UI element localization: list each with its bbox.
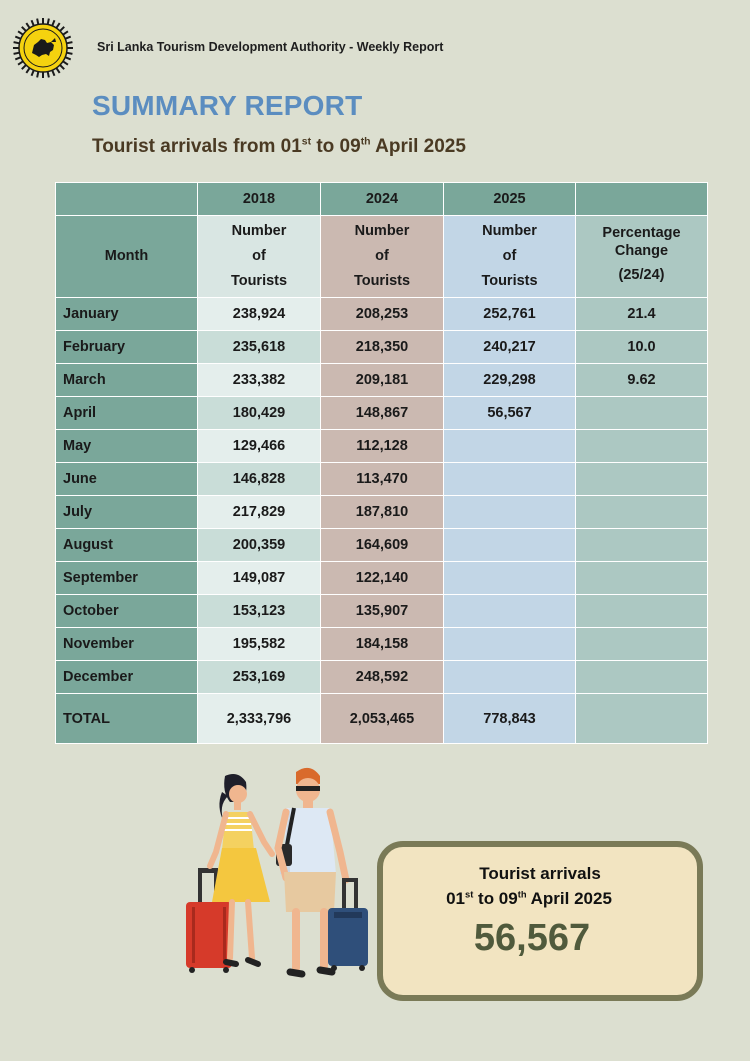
value-2018-cell: 217,829 [198, 496, 321, 529]
summary-box-value: 56,567 [473, 917, 591, 959]
value-2018-cell: 180,429 [198, 397, 321, 430]
value-2024-cell: 164,609 [321, 529, 444, 562]
value-2024-cell: 184,158 [321, 628, 444, 661]
total-label: TOTAL [56, 694, 198, 744]
month-header: Month [56, 216, 198, 298]
year-header-row [56, 183, 708, 216]
total-2025: 778,843 [444, 694, 576, 744]
tourists-header-2025: Number of Tourists [444, 216, 576, 298]
table-row [56, 529, 708, 562]
pct-change-cell [576, 595, 708, 628]
table-row [56, 496, 708, 529]
year-header-2018: 2018 [198, 183, 321, 216]
value-2025-cell [444, 496, 576, 529]
value-2018-cell: 153,123 [198, 595, 321, 628]
tourist-arrivals-table [55, 182, 708, 744]
year-header-blank [56, 183, 198, 216]
column-header-row [56, 216, 708, 298]
value-2018-cell: 238,924 [198, 298, 321, 331]
month-cell: May [56, 430, 198, 463]
total-row [56, 694, 708, 744]
value-2025-cell: 240,217 [444, 331, 576, 364]
value-2025-cell: 56,567 [444, 397, 576, 430]
value-2024-cell: 135,907 [321, 595, 444, 628]
value-2024-cell: 112,128 [321, 430, 444, 463]
tourist-couple-with-luggage-icon [178, 762, 378, 984]
pct-change-cell [576, 430, 708, 463]
value-2018-cell: 195,582 [198, 628, 321, 661]
value-2018-cell: 233,382 [198, 364, 321, 397]
month-cell: April [56, 397, 198, 430]
month-cell: September [56, 562, 198, 595]
summary-box-period: 01st to 09th April 2025 [446, 889, 612, 908]
value-2025-cell [444, 628, 576, 661]
value-2018-cell: 129,466 [198, 430, 321, 463]
table-row [56, 562, 708, 595]
pct-change-cell [576, 529, 708, 562]
report-subtitle: Tourist arrivals from 01st to 09th April 2025 [92, 136, 466, 157]
sri-lanka-lion-emblem-icon [12, 17, 74, 79]
month-cell: February [56, 331, 198, 364]
table-row [56, 331, 708, 364]
month-cell: June [56, 463, 198, 496]
value-2025-cell [444, 661, 576, 694]
pct-change-cell [576, 562, 708, 595]
value-2025-cell: 252,761 [444, 298, 576, 331]
value-2018-cell: 235,618 [198, 331, 321, 364]
pct-change-cell [576, 397, 708, 430]
value-2025-cell [444, 529, 576, 562]
value-2018-cell: 149,087 [198, 562, 321, 595]
month-cell: October [56, 595, 198, 628]
table-row [56, 628, 708, 661]
pct-change-cell [576, 496, 708, 529]
month-cell: March [56, 364, 198, 397]
value-2024-cell: 122,140 [321, 562, 444, 595]
month-cell: January [56, 298, 198, 331]
value-2024-cell: 248,592 [321, 661, 444, 694]
value-2018-cell: 200,359 [198, 529, 321, 562]
summary-box-title: Tourist arrivals [479, 864, 601, 883]
month-cell: December [56, 661, 198, 694]
table-row [56, 397, 708, 430]
table-row [56, 595, 708, 628]
total-2018: 2,333,796 [198, 694, 321, 744]
table-row [56, 430, 708, 463]
table-row [56, 298, 708, 331]
value-2024-cell: 113,470 [321, 463, 444, 496]
tourists-header-2024: Number of Tourists [321, 216, 444, 298]
table-row [56, 463, 708, 496]
value-2024-cell: 148,867 [321, 397, 444, 430]
value-2025-cell [444, 595, 576, 628]
month-cell: August [56, 529, 198, 562]
pct-change-cell: 21.4 [576, 298, 708, 331]
value-2025-cell [444, 430, 576, 463]
value-2024-cell: 187,810 [321, 496, 444, 529]
organization-title: Sri Lanka Tourism Development Authority - Weekly Report [97, 40, 444, 54]
summary-box [377, 841, 703, 1001]
value-2024-cell: 208,253 [321, 298, 444, 331]
total-pct [576, 694, 708, 744]
table-row [56, 364, 708, 397]
month-cell: July [56, 496, 198, 529]
value-2025-cell: 229,298 [444, 364, 576, 397]
tourists-header-2018: Number of Tourists [198, 216, 321, 298]
value-2024-cell: 218,350 [321, 331, 444, 364]
year-header-2025: 2025 [444, 183, 576, 216]
month-cell: November [56, 628, 198, 661]
percentage-change-header: Percentage Change (25/24) [576, 216, 708, 298]
pct-change-cell [576, 661, 708, 694]
value-2018-cell: 253,169 [198, 661, 321, 694]
value-2025-cell [444, 463, 576, 496]
pct-change-cell: 10.0 [576, 331, 708, 364]
pct-change-cell: 9.62 [576, 364, 708, 397]
total-2024: 2,053,465 [321, 694, 444, 744]
pct-change-cell [576, 463, 708, 496]
value-2024-cell: 209,181 [321, 364, 444, 397]
table-row [56, 661, 708, 694]
pct-change-cell [576, 628, 708, 661]
value-2018-cell: 146,828 [198, 463, 321, 496]
report-title: SUMMARY REPORT [92, 90, 363, 121]
year-header-2024: 2024 [321, 183, 444, 216]
year-header-blank [576, 183, 708, 216]
value-2025-cell [444, 562, 576, 595]
